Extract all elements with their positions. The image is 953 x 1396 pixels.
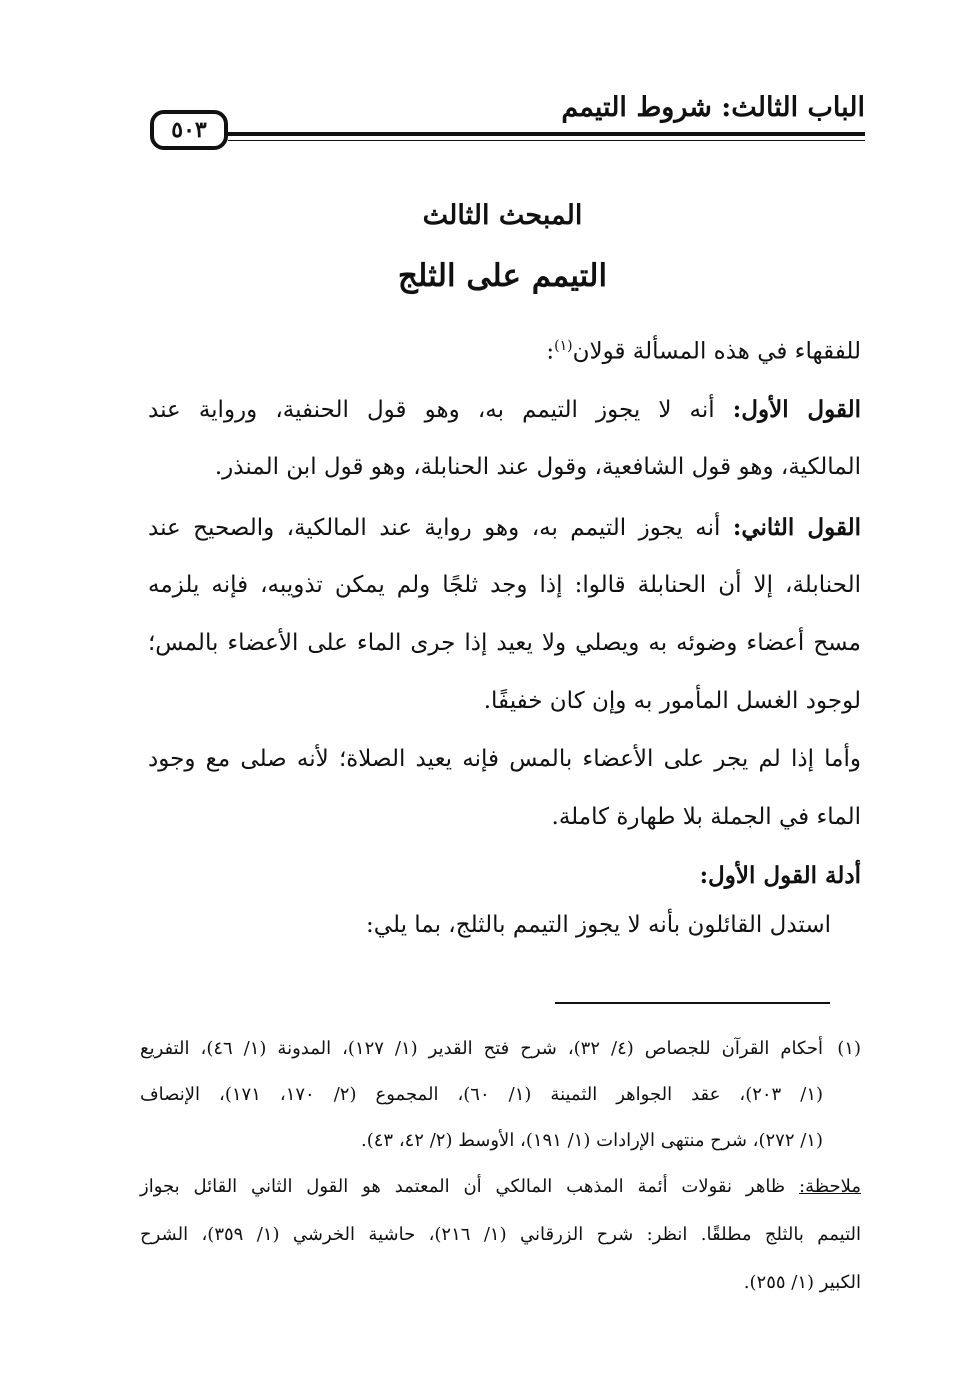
header-rule-thin [228,140,865,141]
section-subheading: التيمم على الثلج [397,258,608,294]
chapter-title: الباب الثالث: شروط التيمم [561,92,865,123]
intro-line [546,338,861,365]
p3-line-1: وأما إذا لم يجر على الأعضاء بالمس فإنه يعيد الصلاة؛ لأنه صلى مع وجود [148,746,861,772]
q2-label: القول الثاني: [732,514,861,541]
note-label: ملاحظة: [799,1176,861,1197]
q2-line-2: الحنابلة، إلا أن الحنابلة قالوا: إذا وجد ثلجًا ولم يمكن تذويبه، فإنه يلزمه [148,572,861,598]
footnote-1-line-3: (١/ ٢٧٢)، شرح منتهى الإرادات (١/ ١٩١)، الأوسط (٢/ ٤٢، ٤٣). [361,1130,823,1151]
footnote-1-line-1: أحكام القرآن للجصاص (٤/ ٣٢)، شرح فتح القدير (١/ ١٢٧)، المدونة (١/ ٤٦)، التفريع [140,1038,824,1059]
page-number: ٥٠٣ [171,117,207,143]
page-number-badge [150,110,228,150]
evidence-heading: أدلة القول الأول: [699,862,861,889]
note-text-1: ظاهر نقولات أئمة المذهب المالكي أن المعتمد هو القول الثاني القائل بجواز [140,1176,786,1197]
p3-line-2: الماء في الجملة بلا طهارة كاملة. [551,804,861,830]
q2-line-4: لوجود الغسل المأمور به وإن كان خفيفًا. [483,688,861,714]
intro-text: للفقهاء في هذه المسألة قولان [572,338,861,365]
q1-label: القول الأول: [732,396,862,423]
intro-colon: : [546,338,555,365]
q2-line-3: مسح أعضاء وضوئه به ويصلي ولا يعيد إذا جرى الماء على الأعضاء بالمس؛ [148,630,861,656]
footnote-1-number: (١) [837,1038,861,1059]
header-rule-thick [228,132,865,136]
note-line-1 [140,1176,861,1197]
evidence-intro: استدل القائلون بأنه لا يجوز التيمم بالثلج، بما يلي: [366,912,831,938]
page-header [140,80,865,150]
q1-line-2: المالكية، وهو قول الشافعية، وقول عند الحنابلة، وهو قول ابن المنذر. [214,454,861,480]
footnote-separator [555,1002,830,1004]
section-heading: المبحث الثالث [422,200,583,231]
note-line-3: الكبير (١/ ٢٥٥). [743,1272,861,1293]
q1-line-1 [148,396,861,423]
footnote-ref: (١) [554,338,573,354]
q1-text-1: أنه لا يجوز التيمم به، وهو قول الحنفية، ورواية عند [148,397,715,423]
q2-line-1 [148,514,861,541]
footnote-1-line-2: (١/ ٢٠٣)، عقد الجواهر الثمينة (١/ ٦٠)، المجموع (٢/ ١٧٠، ١٧١)، الإنصاف [140,1084,824,1105]
note-line-2: التيمم بالثلج مطلقًا. انظر: شرح الزرقاني (١/ ٢١٦)، حاشية الخرشي (١/ ٣٥٩)، الشرح [140,1224,861,1245]
q2-text-1: أنه يجوز التيمم به، وهو رواية عند المالكية، والصحيح عند [148,515,721,541]
